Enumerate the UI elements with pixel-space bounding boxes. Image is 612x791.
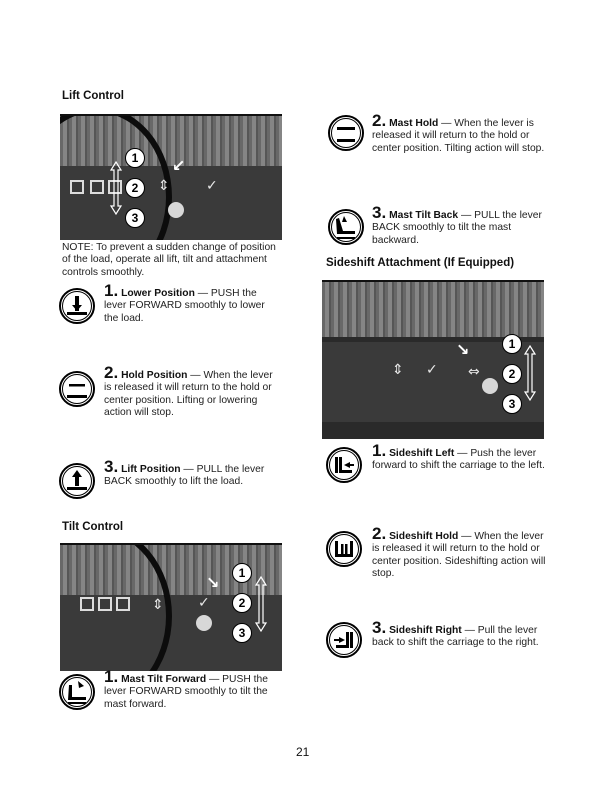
lift-control-heading: Lift Control — [62, 90, 124, 102]
double-arrow-icon — [255, 575, 267, 633]
tilt-control-heading: Tilt Control — [62, 521, 124, 533]
sideshift-hold-icon — [325, 530, 363, 568]
note-text: NOTE: To prevent a sudden change of position of the load, operate all lift, tilt and attachment controls smoothly. — [62, 242, 276, 278]
page-number: 21 — [296, 745, 310, 759]
lift-item-3: 3. Lift Position — PULL the lever BACK smoothly to lift the load. — [104, 457, 265, 488]
tilt-item-2: 2. Mast Hold — When the lever is released it will return to the hold or center position. Tilting action will stop. — [372, 111, 545, 154]
callout-1: 1 — [125, 148, 145, 168]
lever-lower-icon — [58, 287, 96, 325]
sideshift-right-icon — [325, 621, 363, 659]
lift-control-photo — [60, 114, 282, 240]
tilt-item-1: 1. Mast Tilt Forward — PUSH the lever FORWARD smoothly to tilt the mast forward. — [104, 667, 268, 710]
pointer-arrow-icon: ↙ — [172, 156, 186, 175]
pointer-arrow-icon: ↘ — [456, 340, 470, 359]
callout-2: 2 — [502, 364, 522, 384]
lift-item-2: 2. Hold Position — When the lever is released it will return to the hold or center position. Lifting or lowering action will stop. — [104, 363, 273, 419]
double-arrow-icon — [110, 160, 122, 216]
tilt-item-3: 3. Mast Tilt Back — PULL the lever BACK smoothly to tilt the mast backward. — [372, 203, 542, 246]
mast-tilt-back-icon — [327, 208, 365, 246]
sideshift-item-2: 2. Sideshift Hold — When the lever is released it will return to the hold or center position. Sideshifting action will stop. — [372, 524, 546, 580]
callout-3: 3 — [232, 623, 252, 643]
callout-3: 3 — [125, 208, 145, 228]
sideshift-left-icon — [325, 446, 363, 484]
callout-1: 1 — [232, 563, 252, 583]
pointer-arrow-icon: ↘ — [206, 573, 220, 592]
lift-glyph-icon: ⇕ — [152, 597, 164, 613]
lever-lift-icon — [58, 462, 96, 500]
callout-3: 3 — [502, 394, 522, 414]
mast-tilt-forward-icon — [58, 673, 96, 711]
tilt-glyph-icon: ✓ — [426, 362, 438, 378]
tilt-glyph-icon: ✓ — [206, 178, 218, 194]
sideshift-glyph-icon: ⇔ — [468, 364, 480, 380]
sideshift-photo — [322, 280, 544, 439]
callout-1: 1 — [502, 334, 522, 354]
lift-item-1: 1. Lower Position — PUSH the lever FORWARD smoothly to lower the load. — [104, 281, 265, 324]
lift-glyph-icon: ⇕ — [158, 178, 170, 194]
sideshift-heading: Sideshift Attachment (If Equipped) — [326, 257, 515, 269]
sideshift-item-3: 3. Sideshift Right — Pull the lever back to shift the carriage to the right. — [372, 618, 539, 649]
mast-hold-icon — [327, 114, 365, 152]
callout-2: 2 — [232, 593, 252, 613]
sideshift-item-1: 1. Sideshift Left — Push the lever forward to shift the carriage to the left. — [372, 441, 545, 472]
callout-2: 2 — [125, 178, 145, 198]
lever-hold-icon — [58, 370, 96, 408]
lift-glyph-icon: ⇕ — [392, 362, 404, 378]
tilt-control-photo — [60, 543, 282, 671]
double-arrow-icon — [524, 344, 536, 402]
tilt-glyph-icon: ✓ — [198, 595, 210, 611]
